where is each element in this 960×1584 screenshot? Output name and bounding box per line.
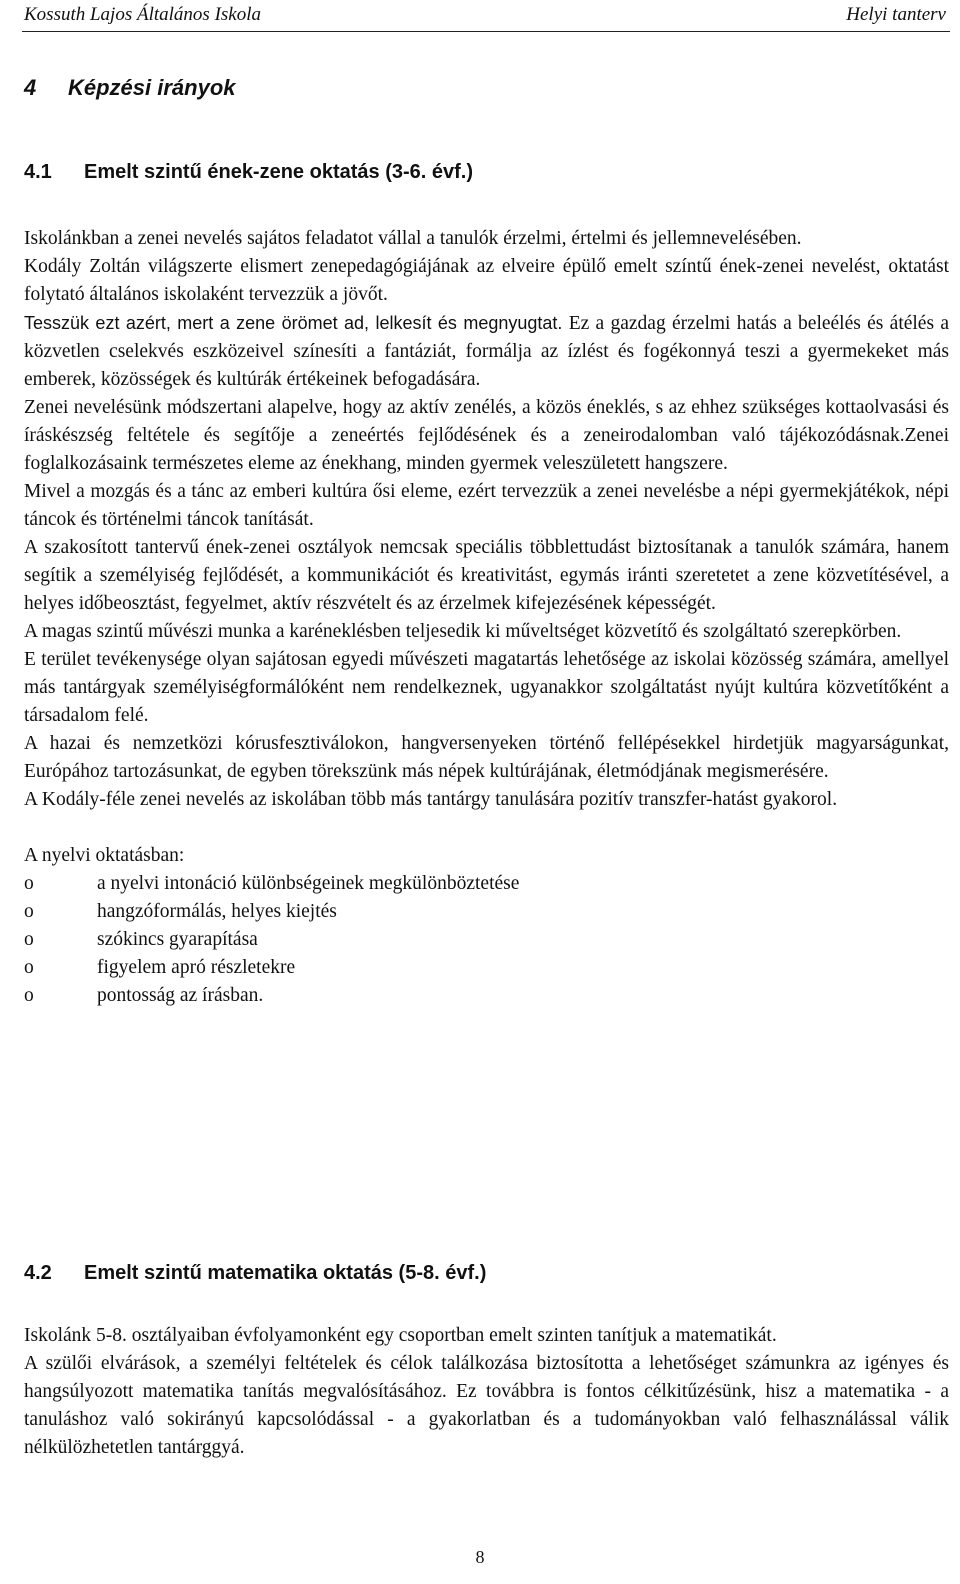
list-item: [24, 870, 949, 898]
paragraph: A szülői elvárások, a személyi feltételek és célok találkozása biztosította a lehetőséget számunkra az igényes és hangsúlyozott matematika tanítás megvalósításához. Ez továbbra is fontos célkitűzésünk, hisz a matematika - a tanuláshoz való sokirányú kapcsolódással - a gyakorlatban és a tudományokban való felhasználással válik nélkülözhetetlen tantárggyá.: [24, 1353, 949, 1458]
list-item: [24, 926, 949, 954]
list-item-text: hangzóformálás, helyes kiejtés: [97, 901, 337, 922]
language-skills-list: [24, 870, 949, 1010]
paragraph: [24, 309, 949, 394]
list-item: [24, 898, 949, 926]
paragraph-sentence: Ez a gazdag érzelmi hatás a beleélés és átélés a közvetlen cselekvés eszközeivel színesíti a fantáziát, formálja az ízlést és fogékonnyá teszi a gyermekeket más emberek, közösségek és kultúrák értékeinek befogadására.: [24, 313, 949, 390]
bullet-marker: o: [24, 873, 34, 894]
list-item-text: pontosság az írásban.: [97, 985, 264, 1006]
list-item-text: a nyelvi intonáció különbségeinek megkülönböztetése: [97, 873, 520, 894]
section-title: Emelt szintű matematika oktatás (5-8. évf.): [84, 1262, 487, 1284]
paragraph: A Kodály-féle zenei nevelés az iskolában több más tantárgy tanulására pozitív transzfer-hatást gyakorol.: [24, 789, 838, 810]
list-item: [24, 982, 949, 1010]
bullet-marker: o: [24, 901, 34, 922]
section-number: 4.2: [24, 1262, 52, 1284]
section-heading-4-2: [24, 1262, 486, 1285]
list-item-text: szókincs gyarapítása: [97, 929, 258, 950]
paragraph: A magas szintű művészi munka a karéneklésben teljesedik ki műveltséget közvetítő és szolgáltató szerepkörben.: [24, 621, 902, 642]
paragraph: Iskolánk 5-8. osztályaiban évfolyamonként egy csoportban emelt szinten tanítjuk a matematikát.: [24, 1325, 777, 1346]
paragraph: E terület tevékenysége olyan sajátosan egyedi művészeti magatartás lehetősége az iskolai közösség számára, amellyel más tantárgyak személyiségformálóként nem rendelkeznek, ugyanakkor szolgáltatást nyújt kultúra közvetítőként a társadalom felé.: [24, 649, 949, 726]
section-title: Emelt szintű ének-zene oktatás (3-6. évf.): [84, 161, 474, 183]
bullet-marker: o: [24, 957, 34, 978]
section-number: 4.1: [24, 161, 52, 183]
chapter-title: Képzési irányok: [68, 75, 236, 100]
header-rule: [22, 31, 950, 32]
chapter-heading: [24, 75, 236, 101]
section-heading-4-1: [24, 161, 473, 184]
section-4-2-body: [24, 1322, 949, 1462]
bullet-marker: o: [24, 929, 34, 950]
paragraph: Kodály Zoltán világszerte elismert zenepedagógiájának az elveire épülő emelt színtű ének-zenei nevelést, oktatást folytató általános iskolaként tervezzük a jövőt.: [24, 256, 949, 305]
paragraph: A szakosított tantervű ének-zenei osztályok nemcsak speciális többlettudást biztosítanak a tanulók számára, hanem segítik a személyiség fejlődését, a kommunikációt és kreativitást, egymás iránti szeretetet a zene közvetítésével, a helyes időbeosztást, fegyelmet, aktív részvételt és az érzelmek kifejezésének képességét.: [24, 537, 949, 614]
paragraph: Mivel a mozgás és a tánc az emberi kultúra ősi eleme, ezért tervezzük a zenei nevelésbe a népi gyermekjátékok, népi táncok és történelmi táncok tanítását.: [24, 481, 949, 530]
paragraph: A hazai és nemzetközi kórusfesztiválokon, hangversenyeken történő fellépésekkel hirdetjük magyarságunkat, Európához tartozásunkat, de egyben törekszünk más népek kultúrájának, életmódjának megismerésére.: [24, 733, 949, 782]
bullet-marker: o: [24, 985, 34, 1006]
list-item-text: figyelem apró részletekre: [97, 957, 296, 978]
section-4-1-body: [24, 225, 949, 1010]
paragraph: Zenei nevelésünk módszertani alapelve, hogy az aktív zenélés, a közös éneklés, s az ehhez szükséges kottaolvasási és íráskészség feltétele és segítője a zeneértés fejlődésének és a zeneirodalomban való tájékozódásnak.Zenei foglalkozásaink természetes eleme az énekhang, minden gyermek veleszületett hangszere.: [24, 397, 949, 474]
header-school-name: Kossuth Lajos Általános Iskola: [24, 4, 261, 25]
chapter-number: 4: [24, 75, 37, 100]
paragraph-sentence: Tesszük ezt azért, mert a zene örömet ad, lelkesít és megnyugtat.: [24, 313, 563, 333]
header-document-name: Helyi tanterv: [846, 4, 946, 25]
paragraph: Iskolánkban a zenei nevelés sajátos feladatot vállal a tanulók érzelmi, értelmi és jellemnevelésében.: [24, 228, 802, 249]
language-intro: A nyelvi oktatásban:: [24, 845, 185, 866]
page-number: 8: [475, 1547, 485, 1567]
list-item: [24, 954, 949, 982]
